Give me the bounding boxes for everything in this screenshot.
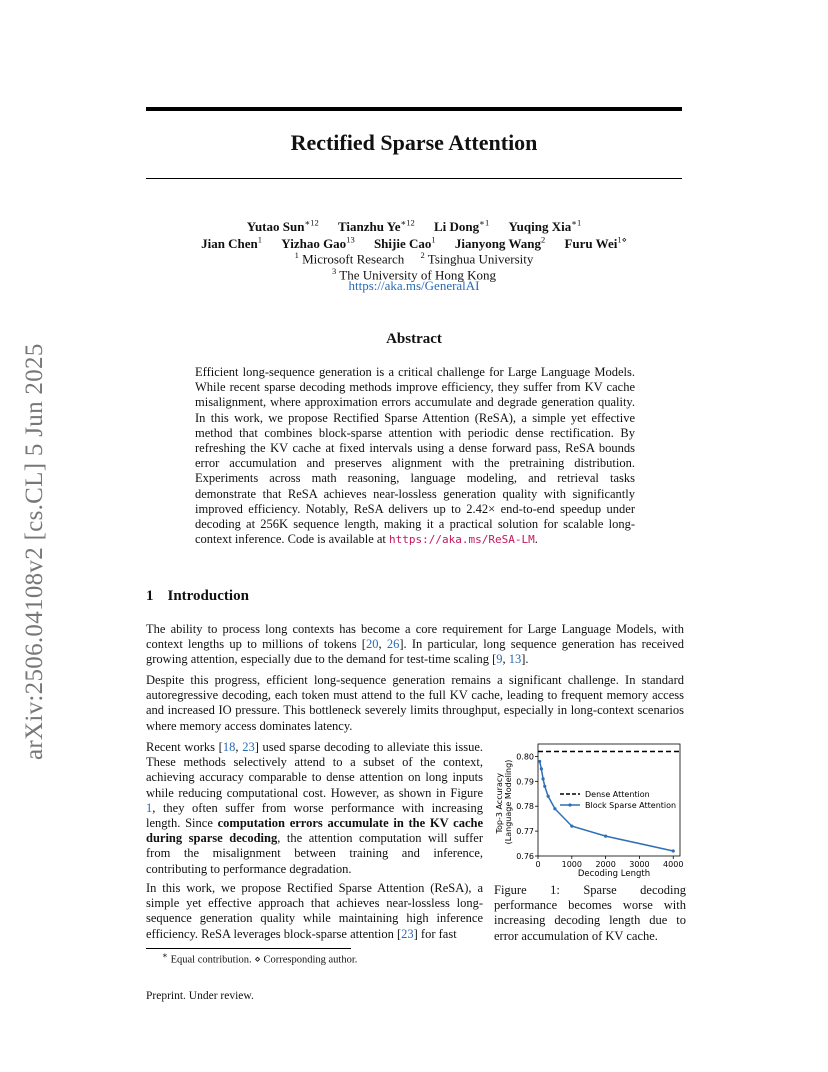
legend-dense-label: Dense Attention — [585, 790, 650, 799]
y-tick-label: 0.78 — [516, 802, 534, 812]
y-tick-label: 0.79 — [516, 777, 534, 787]
block-sparse-point — [538, 760, 541, 763]
figure-1-chart — [494, 740, 686, 880]
affiliations-line-1: $^1$ Microsoft Research $^2$ Tsinghua University — [294, 250, 534, 267]
footnote: ∗ Equal contribution. ⋄ Corresponding author. — [162, 950, 358, 966]
author-name: Yuqing Xia$^{∗1}$ — [508, 218, 582, 235]
abstract-body: Efficient long-sequence generation is a critical challenge for Large Language Models. While recent sparse decoding methods improve efficiency, they suffer from KV cache misalignment, where approximation errors accumulate and degrade generation quality. In this work, we propose Rectified Sparse Attention (ReSA), a simple yet effective method that combines block-sparse attention with periodic dense rectification. By refreshing the KV cache at fixed intervals using a dense forward pass, ReSA bounds error accumulation and preserves alignment with the pretraining distribution. Experiments across math reasoning, language modeling, and retrieval tasks demonstrate that ReSA achieves near-lossless generation quality with significantly improved efficiency. Notably, ReSA delivers up to 2.42× end-to-end speedup under decoding at 256K sequence length, making it a practical solution for scalable long-context inference. Code is available at https://aka.ms/ReSA-LM. — [195, 365, 635, 547]
citation[interactable]: 23 — [242, 740, 255, 754]
block-sparse-point — [672, 849, 675, 852]
y-tick-label: 0.77 — [516, 827, 534, 837]
y-tick-label: 0.80 — [516, 752, 534, 762]
author-name: Yutao Sun$^{∗12}$ — [246, 218, 319, 235]
paper-title: Rectified Sparse Attention — [290, 130, 538, 155]
title-bottom-rule — [146, 178, 682, 179]
author-name: Furu Wei$^{1⋄}$ — [564, 235, 627, 252]
block-sparse-point — [570, 825, 573, 828]
intro-paragraph-1: The ability to process long contexts has become a core requirement for Large Language Models, with context lengths up to millions of tokens [20, 26]. In particular, long sequence generation has received growing attention, especially due to the demand for test-time scaling [9, 13]. — [146, 622, 684, 667]
figure-1-caption: Figure 1: Sparse decoding performance becomes worse with increasing decoding length due to error accumulation of KV cache. — [494, 883, 686, 943]
block-sparse-point — [553, 807, 556, 810]
citation[interactable]: 26 — [386, 637, 400, 652]
footnote-rule — [146, 948, 351, 949]
footer-note: Preprint. Under review. — [146, 990, 254, 1002]
x-tick-label: 3000 — [629, 860, 650, 869]
legend-sparse-label: Block Sparse Attention — [585, 801, 677, 810]
citation[interactable]: 20 — [365, 637, 379, 652]
intro-paragraph-2: Despite this progress, efficient long-sequence generation remains a significant challenge. In standard autoregressive decoding, each token must attend to the full KV cache, leading to frequent memory access and increased IO pressure. This bottleneck severely limits throughput, especially in long-context scenarios where memory access dominates latency. — [146, 673, 684, 733]
citation[interactable]: 18 — [222, 740, 236, 754]
y-tick-label: 0.76 — [516, 852, 534, 861]
block-sparse-point — [547, 795, 550, 798]
x-tick-label: 1000 — [561, 860, 582, 869]
author-name: Tianzhu $Ye^{∗12}$ — [337, 218, 415, 235]
citation[interactable]: 23 — [401, 926, 414, 941]
chart-legend — [560, 790, 676, 810]
section-heading: 1 Introduction — [146, 588, 249, 604]
x-tick-label: 0 — [535, 860, 541, 869]
author-name: Yizhao Gao$^{13}$ — [281, 235, 355, 252]
figure-reference[interactable]: 1 — [146, 800, 153, 815]
general-ai-link[interactable]: https://aka.ms/GeneralAI — [348, 278, 480, 293]
block-sparse-point — [604, 834, 607, 837]
plot-frame — [538, 744, 680, 856]
arxiv-sidebar-stamp: arXiv:2506.04108v2 [cs.CL] 5 Jun 2025 — [21, 343, 48, 760]
block-sparse-point — [541, 777, 544, 780]
title-top-rule — [146, 107, 682, 111]
intro-paragraph-4: In this work, we propose Rectified Sparse Attention (ReSA), a simple yet effective approach that achieves near-lossless long-sequence generation quality while maintaining high inference efficiency. ReSA leverages block-sparse attention [23] for fast — [146, 881, 483, 941]
intro-paragraph-3: Recent works [18, 23] used sparse decoding to alleviate this issue. These methods selectively attend to a subset of the context, achieving accuracy comparable to dense attention on long inputs while reducing computational cost. However, as shown in Figure 1, they often suffer from worse performance with increasing length. Since computation errors accumulate in the KV cache during sparse decoding, the attention computation will suffer from the misalignment between training and inference, contributing to performance degradation. — [146, 740, 484, 876]
x-axis-label: Decoding Length — [577, 869, 651, 879]
affiliations-line-2: $^3$ The University of Hong Kong — [332, 266, 496, 283]
code-link[interactable]: https://aka.ms/ReSA-LM — [389, 533, 535, 547]
abstract-heading: Abstract — [386, 331, 442, 347]
block-sparse-point — [540, 767, 543, 770]
affiliations-link-line — [146, 278, 682, 294]
citation[interactable]: 13 — [508, 652, 522, 667]
y-axis-label: Top-3 Accuracy (Language Modeling) — [495, 759, 513, 845]
x-tick-label: 4000 — [663, 860, 684, 869]
author-name: Jian Chen$^1$ — [201, 235, 263, 252]
x-tick-label: 2000 — [595, 860, 616, 869]
author-name: Li Dong$^{∗1}$ — [434, 218, 490, 235]
block-sparse-point — [543, 785, 546, 788]
author-name: Shijie Cao$^1$ — [373, 235, 436, 252]
author-name: Jianyong Wang$^2$ — [454, 235, 546, 252]
citation[interactable]: 9 — [496, 652, 503, 667]
